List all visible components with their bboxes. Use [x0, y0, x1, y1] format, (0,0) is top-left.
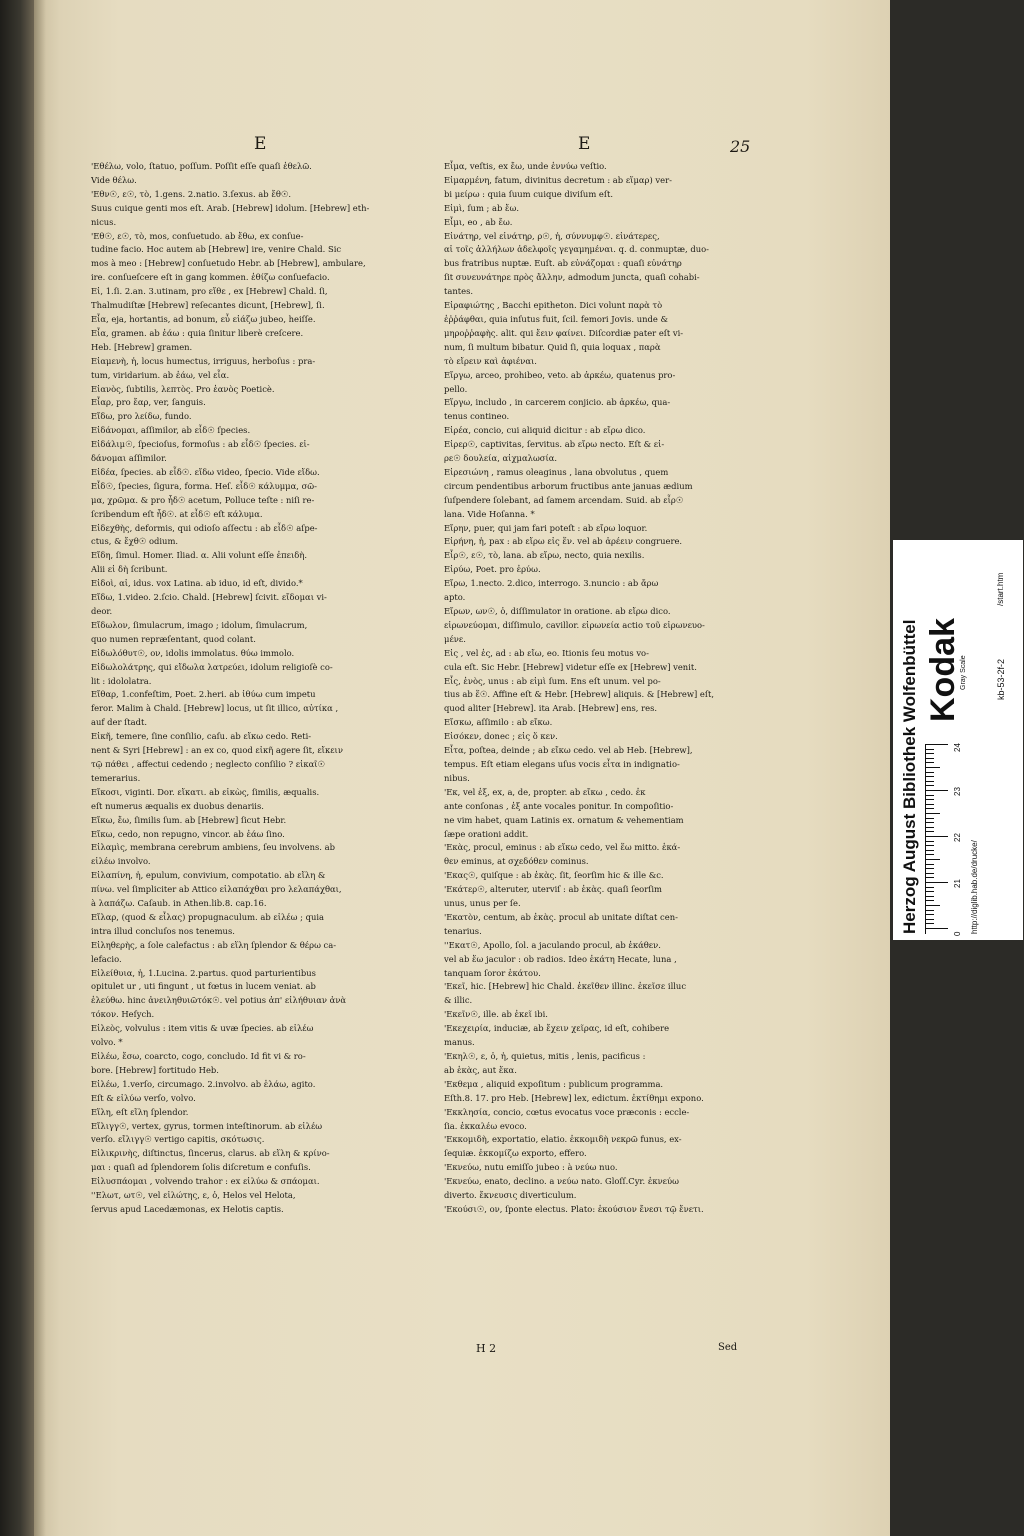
text-line: Eἰλέω, ἔσω, coarcto, cogo, concludo. Id fit vi & ro- — [91, 1051, 306, 1061]
text-line: lana. Vide Hoſanna. * — [444, 508, 535, 519]
text-line: Eἶμι, eo , ab ἔω. — [444, 216, 513, 227]
text-line: pello. — [444, 383, 468, 394]
ruler-tick — [926, 822, 934, 823]
text-line: Eἰδωλόθυτ☉, ον, idolis immolatus. θύω immolo. — [91, 647, 295, 658]
text-line: Eἴκοσι, viginti. Dor. εἴκατι. ab εἰκὼς, ſimilis, æqualis. — [91, 786, 320, 797]
ruler-tick — [926, 900, 934, 901]
ruler-tick — [926, 841, 934, 842]
text-line: τὸ εἴρειν καὶ ἀφιέναι. — [444, 355, 537, 366]
text-line: Eἰδάνομαι, aſſimilor, ab εἶδ☉ ſpecies. — [91, 425, 251, 436]
ruler-tick — [926, 813, 940, 814]
text-line: vel ab ἕω jaculor : ob radios. Ideo ἑκάτη Hecate, luna , — [444, 953, 677, 964]
text-line: Eἴλαρ, (quod & εἶλας) propugnaculum. ab εἰλέω ; quia — [91, 911, 325, 922]
ruler-tick — [926, 910, 934, 911]
ruler-tick — [926, 795, 934, 796]
text-line: ἐῤῥάφθαι, quia inſutus fuit, ſcil. femori Jovis. unde & — [444, 313, 668, 324]
text-line: ſcribendum eſt ἦδ☉. at εἶδ☉ eſt κάλυμα. — [91, 508, 263, 519]
text-line: tempus. Eſt etiam elegans uſus vocis εἶτα in indignatio- — [444, 758, 680, 769]
text-line: Eἴδω, 1.video. 2.ſcio. Chald. [Hebrew] ſcivit. εἴδομαι vi- — [91, 592, 327, 603]
text-line: Eἰλαμὶς, membrana cerebrum ambiens, ſeu involvens. ab — [91, 842, 335, 853]
text-line: ante conſonas , ἐξ ante vocales ponitur. In compoſitio- — [444, 800, 674, 811]
text-line: apto. — [444, 592, 466, 603]
text-line: Eἴρην, puer, qui jam fari poteſt : ab εἴρω loquor. — [444, 522, 648, 533]
ruler-tick — [926, 905, 940, 906]
text-line: μα, χρῶμα. & pro ἦδ☉ acetum, Polluce teſte : niſi re- — [91, 494, 315, 505]
text-line: lit : idololatra. — [91, 675, 152, 686]
right-column — [444, 160, 764, 1346]
text-line: ab ἑκὰς, aut ἕκα. — [444, 1064, 517, 1075]
text-line: Eἰ, 1.ſi. 2.an. 3.utinam, pro εἴθε , ex [Hebrew] Chald. ſi, — [91, 286, 328, 297]
ruler-tick — [926, 882, 948, 883]
text-line: ſæpe orationi addit. — [444, 828, 529, 839]
text-line: 'Eκνεύω, nutu emiſſo jubeo : à νεύω nuo. — [444, 1162, 618, 1173]
text-line: 'Eκας☉, quiſque : ab ἑκὰς. ſit, ſeorſim hic & ille &c. — [444, 870, 664, 881]
text-line: diverto. ἔκνευσις diverticulum. — [444, 1190, 577, 1201]
text-line: ne vim habet, quam Latinis ex. ornatum & vehementiam — [444, 814, 684, 825]
text-line: Eἰανὸς, ſubtilis, λεπτὸς. Pro ἑανὸς Poeticè. — [91, 383, 275, 394]
ruler-tick — [926, 868, 934, 869]
text-line: intra illud concluſos nos tenemus. — [91, 925, 235, 936]
text-line: Eἰρύω, Poet. pro ἐρύω. — [444, 564, 541, 575]
text-line: Suus cuique genti mos eſt. Arab. [Hebrew] idolum. [Hebrew] eth- — [91, 202, 370, 213]
text-line: num, ſi multum bibatur. Quid ſi, quia loquax , παρὰ — [444, 341, 661, 352]
text-line: Vide θέλω. — [91, 174, 137, 185]
text-line: Eἶρ☉, ε☉, τὸ, lana. ab εἴρω, necto, quia nexilis. — [444, 550, 645, 561]
ruler-tick — [926, 845, 934, 846]
text-line: opitulet ur , uti fingunt , ut fœtus in lucem veniat. ab — [91, 981, 316, 992]
text-line: ſit συνευνάτηρε πρὸς ἄλλην, admodum juncta, quaſi cohabi- — [444, 272, 700, 283]
text-line: Alii εἰ δὴ ſcribunt. — [91, 564, 168, 575]
text-line: ſia. ἐκκαλέω evoco. — [444, 1120, 527, 1131]
text-line: volvo. * — [91, 1037, 123, 1048]
text-line: Eἰδεχθὴς, deformis, qui odioſo aſſectu : ab εἶδ☉ aſpe- — [91, 522, 318, 533]
text-line: Thalmudiſtæ [Hebrew] reſecantes dicunt, [Hebrew], ſi. — [91, 300, 325, 311]
ruler-tick — [926, 827, 934, 828]
text-line: Eἰδάλιμ☉, ſpecioſus, formoſus : ab εἶδ☉ ſpecies. εἰ- — [91, 439, 310, 450]
text-line: mos à meo : [Hebrew] conſuetudo Hebr. ab [Hebrew], ambulare, — [91, 258, 366, 269]
text-line: ire. conſueſcere eſt in gang kommen. ἐθίζω conſuefacio. — [91, 272, 330, 283]
text-line: μαι : quaſi ad ſplendorem ſolis diſcretum e confuſis. — [91, 1162, 311, 1173]
text-line: ''Eκατ☉, Apollo, ſol. a jaculando procul, ab ἑκάθεν. — [444, 939, 661, 950]
text-line: τῷ πάθει , affectui cedendo ; neglecto conſilio ? εἰκαῖ☉ — [91, 758, 326, 769]
text-line: τόκον. Heſych. — [91, 1009, 155, 1020]
text-line: μένε. — [444, 633, 466, 644]
ruler-tick — [926, 762, 934, 763]
reference-code: kb-53-2f-2 — [996, 658, 1006, 700]
ruler-number: 22 — [953, 833, 962, 842]
text-line: δάνομαι aſſimilor. — [91, 453, 167, 464]
book-binding-edge — [0, 0, 34, 1536]
text-line: bore. [Hebrew] fortitudo Heb. — [91, 1064, 219, 1075]
text-line: Eἶμα, veſtis, ex ἔω, unde ἐννύω veſtio. — [444, 161, 607, 171]
ruler-tick — [926, 854, 934, 855]
text-line: Eἰνάτηρ, vel εἰνάτηρ, ρ☉, ἡ, σύννυμφ☉. εἰνάτερες, — [444, 230, 660, 241]
text-line: Eἵργω, includo , in carcerem conjicio. ab ἀρκέω, qua- — [444, 397, 671, 408]
text-line: Heb. [Hebrew] gramen. — [91, 341, 193, 352]
signature-mark: H 2 — [476, 1342, 497, 1355]
url-right: /start.htm — [996, 572, 1005, 606]
text-line: πίνω. vel ſimpliciter ab Attico εἰλαπάχθαι pro λελαπάχθαι, — [91, 884, 342, 895]
text-line: Eἱμαρμένη, fatum, divinitus decretum : ab εἵμαρ) ver- — [444, 174, 672, 185]
text-line: Eἴρων, ων☉, ὁ, diſſimulator in oratione. ab εἴρω dico. — [444, 606, 671, 616]
text-line: Eἰδοὶ, αἱ, idus. vox Latina. ab iduo, id eſt, divido.* — [91, 578, 303, 589]
text-line: μηροῤῥαφὴς. alit. qui ἔειν φαίνει. Diſcordiæ pater eſt vi- — [444, 327, 684, 338]
text-line: 'Eθ☉, ε☉, τὸ, mos, conſuetudo. ab ἔθω, ex conſue- — [91, 230, 304, 241]
text-line: Eἱρερ☉, captivitas, ſervitus. ab εἴρω necto. Eſt & εἰ- — [444, 439, 665, 450]
text-line: ſuſpendere ſolebant, ad ſamem arcendam. Suid. ab εἶρ☉ — [444, 494, 684, 505]
ruler-tick — [926, 831, 934, 832]
gray-scale-label: Gray Scale — [960, 655, 967, 690]
text-line: Eἴσκω, aſſimilo : ab εἴκω. — [444, 717, 553, 728]
ruler-tick — [926, 864, 934, 865]
ruler-tick — [926, 919, 934, 920]
text-line: 'Eκατὸν, centum, ab ἑκὰς. procul ab unitate diſtat cen- — [444, 911, 678, 922]
text-line: Eἴρω, 1.necto. 2.dico, interrogo. 3.nuncio : ab ἄρω — [444, 578, 659, 589]
text-line: Eἶα, gramen. ab ἐάω : quia ſinitur liberè creſcere. — [91, 327, 304, 338]
ruler-tick — [926, 818, 934, 819]
text-line: unus, unus per ſe. — [444, 898, 521, 909]
text-line: Eἴκω, ἔω, ſimilis ſum. ab [Hebrew] ſicut Hebr. — [91, 814, 287, 825]
ruler-number: 0 — [953, 931, 962, 936]
text-line: 'Eκάτερ☉, alteruter, uterviſ : ab ἑκὰς. quaſi ſeorſim — [444, 884, 662, 895]
text-line: Eἰδέα, ſpecies. ab εἶδ☉. εἴδω video, ſpecio. Vide εἴδω. — [91, 466, 320, 477]
text-line: αἱ τοῖς ἀλλήλων ἀδελφοῖς γεγαμημέναι. q. d. conmuptæ, duo- — [444, 244, 709, 255]
text-line: 'Eθν☉, ε☉, τὸ, 1.gens. 2.natio. 3.ſexus. ab ἔθ☉. — [91, 188, 292, 199]
ruler-tick — [926, 873, 934, 874]
text-line: 'Eκθεμα , aliquid expoſitum : publicum programma. — [444, 1078, 664, 1089]
text-line: Eἶδ☉, ſpecies, ſigura, forma. Heſ. εἶδ☉ κάλυμμα, σῶ- — [91, 480, 317, 491]
text-line: 'Eκεχειρία, induciæ, ab ἔχειν χεῖρας, id eſt, cohibere — [444, 1023, 670, 1034]
ruler-tick — [926, 896, 934, 897]
ruler-tick — [926, 772, 934, 773]
text-line: temerarius. — [91, 772, 141, 783]
ruler-tick — [926, 744, 948, 745]
text-line: 'Eκ, vel ἐξ, ex, a, de, propter. ab εἴκω , cedo. ἐκ — [444, 786, 646, 797]
text-line: Eἴθαρ, 1.confeſtim, Poet. 2.heri. ab ἰθύω cum impetu — [91, 689, 316, 700]
text-line: Eἰαμενὴ, ἡ, locus humectus, irriguus, herboſus : pra- — [91, 355, 316, 366]
text-line: Eἵλη, eſt εἵλη ſplendor. — [91, 1106, 189, 1117]
text-line: auf der ſtadt. — [91, 717, 147, 728]
text-line: Eἰς , vel ἐς, ad : ab εἴω, eo. Itionis ſeu motus vo- — [444, 647, 649, 658]
text-line: θεν eminus, at σχεδόθεν cominus. — [444, 856, 589, 867]
text-line: Eἰληθερὴς, a ſole calefactus : ab εἵλη ſplendor & θέρω ca- — [91, 939, 337, 950]
text-line: tudine facio. Hoc autem ab [Hebrew] ire, venire Chald. Sic — [91, 244, 342, 255]
text-line: Eἷς, ἑνὸς, unus : ab εἰμὶ ſum. Ens eſt unum. vel po- — [444, 675, 661, 686]
text-line: Eἴλιγγ☉, vertex, gyrus, tormen inteſtinorum. ab εἰλέω — [91, 1120, 323, 1131]
text-line: Eἰδωλολάτρης, qui εἴδωλα λατρεύει, idolum religioſè co- — [91, 661, 333, 672]
text-line: nent & Syri [Hebrew] : an ex co, quod εἰκῆ agere ſit, εἴκειν — [91, 745, 343, 756]
text-line: ctus, & ἔχθ☉ odium. — [91, 536, 179, 547]
text-line: deor. — [91, 606, 113, 616]
text-line: nicus. — [91, 216, 117, 227]
text-line: circum pendentibus arborum fructibus ante januas ædium — [444, 480, 693, 491]
text-line: 'Eκεῖ, hic. [Hebrew] hic Chald. ἐκεῖθεν illinc. ἐκεῖσε illuc — [444, 981, 687, 992]
ruler-tick — [926, 790, 948, 791]
text-line: 'Eκεῖν☉, ille. ab ἐκεῖ ibi. — [444, 1009, 548, 1020]
ruler-tick — [926, 781, 934, 782]
text-line: Eἰλυσπάομαι , volvendo trahor : ex εἰλύω & σπάομαι. — [91, 1176, 320, 1187]
ruler-tick — [926, 799, 934, 800]
ruler-tick — [926, 804, 934, 805]
text-line: feror. Malim à Chald. [Hebrew] locus, ut ſit illico, αὐτίκα , — [91, 703, 339, 714]
ruler-tick — [926, 836, 948, 837]
text-line: Eἶτα, poſtea, deinde ; ab εἴκω cedo. vel ab Heb. [Hebrew], — [444, 745, 693, 756]
text-line: Eἰρήνη, ἡ, pax : ab εἴρω εἰς ἕν. vel ab ἀρέειν congruere. — [444, 536, 683, 547]
text-line: Eἰλέω, 1.verſo, circumago. 2.involvo. ab ἑλάω, agito. — [91, 1078, 316, 1089]
text-line: tantes. — [444, 286, 474, 297]
ruler-tick — [926, 767, 940, 768]
text-line: 'Eθέλω, volo, ſtatuo, poſſum. Poſſit eſſe quaſi ἐθελῶ. — [91, 161, 312, 171]
text-line: & illic. — [444, 995, 473, 1006]
ruler-tick — [926, 808, 934, 809]
text-line: Eſth.8. 17. pro Heb. [Hebrew] lex, edictum. ἐκτίθημι expono. — [444, 1092, 704, 1103]
ruler-tick — [926, 758, 934, 759]
text-line: Eἴργω, arceo, prohibeo, veto. ab ἀρκέω, quatenus pro- — [444, 369, 676, 380]
page-gutter-shadow — [34, 0, 46, 1536]
text-line: lefacio. — [91, 953, 122, 964]
ruler-tick — [926, 923, 934, 924]
text-line: manus. — [444, 1037, 475, 1048]
text-line: Eἰκῆ, temere, ſine conſilio, caſu. ab εἴκω cedo. Reti- — [91, 731, 312, 742]
library-name: Herzog August Bibliothek Wolfenbüttel — [900, 619, 919, 934]
measurement-ruler — [925, 744, 950, 934]
text-line: Eἰλαπίνη, ἡ, epulum, convivium, compotatio. ab εἴλη & — [91, 870, 326, 881]
ruler-tick — [926, 928, 948, 929]
text-line: tius ab ἕ☉. Affine eſt & Hebr. [Hebrew] aliquis. & [Hebrew] eſt, — [444, 689, 715, 700]
text-line: ſequiæ. ἐκκομίζω exporto, effero. — [444, 1148, 587, 1159]
text-line: cula eſt. Sic Hebr. [Hebrew] videtur eſſe ex [Hebrew] venit. — [444, 661, 697, 672]
ruler-tick — [926, 891, 934, 892]
text-line: Eἰλεὸς, volvulus : item vitis & uvæ ſpecies. ab εἰλέω — [91, 1023, 314, 1034]
text-line: Eἴδη, ſimul. Homer. Iliad. α. Alii volunt eſſe ἐπειδὴ. — [91, 550, 308, 561]
ruler-tick — [926, 776, 934, 777]
text-line: Eἶαρ, pro ἔαρ, ver, ſanguis. — [91, 397, 206, 408]
url-left: http://diglib.hab.de/drucke/ — [970, 840, 979, 934]
ruler-tick — [926, 859, 940, 860]
text-line: quod aliter [Hebrew]. ita Arab. [Hebrew] ens, res. — [444, 703, 658, 714]
text-line: Eἰσόκεν, donec ; εἰς ὅ κεν. — [444, 731, 558, 742]
text-line: ἐλεύθω. hinc ἀνειληθυιῶτόκ☉. vel potius ἀπ' εἰλήθυιαν ἀνὰ — [91, 995, 347, 1006]
text-line: εἰρωνεύομαι, diſſimulo, cavillor. εἰρωνεία actio τοῦ εἰρωνευο- — [444, 619, 705, 630]
ruler-tick — [926, 850, 934, 851]
text-line: ſervus apud Lacedæmonas, ex Helotis captis. — [91, 1203, 284, 1214]
text-line: tenarius. — [444, 925, 482, 936]
ruler-tick — [926, 877, 934, 878]
ruler-tick — [926, 785, 934, 786]
text-line: bi μείρω : quia ſuum cuique diviſum eſt. — [444, 188, 614, 199]
text-line: bus fratribus nuptæ. Euſt. ab εὐνάζομαι : quaſi εὐνάτηρ — [444, 258, 682, 269]
ruler-tick — [926, 887, 934, 888]
text-line: tum, viridarium. ab ἐάω, vel εἶα. — [91, 369, 230, 380]
text-line: 'Eκὰς, procul, eminus : ab εἴκω cedo, vel ἕω mitto. ἑκά- — [444, 842, 681, 853]
text-line: 'Eκκλησία, concio, cœtus evocatus voce præconis : eccle- — [444, 1106, 690, 1117]
text-line: quo numen repræſentant, quod colant. — [91, 633, 256, 644]
text-line: Eſt & εἰλύω verſo, volvo. — [91, 1092, 196, 1103]
ruler-tick — [926, 749, 934, 750]
running-head-right: E — [578, 134, 591, 154]
ruler-tick — [926, 753, 934, 754]
text-line: nibus. — [444, 772, 470, 783]
text-line: ''Eλωτ, ωτ☉, vel εἰλώτης, ε, ὁ, Helos vel Helota, — [91, 1190, 296, 1201]
text-line: à λαπάζω. Caſaub. in Athen.lib.8. cap.16. — [91, 898, 267, 909]
text-line: Eἶα, eja, hortantis, ad bonum, εὖ εἰάζω jubeo, heiſſe. — [91, 313, 316, 324]
text-line: eſt numerus æqualis ex duobus denariis. — [91, 800, 264, 811]
text-line: ρε☉ δουλεία, αἰχμαλωσία. — [444, 453, 558, 464]
kodak-logo: Kodak — [924, 618, 962, 722]
text-line: 'Eκνεύω, enato, declino. a νεύω nato. Gloſſ.Cyr. ἐκνεύω — [444, 1176, 679, 1187]
catchword: Sed — [718, 1342, 738, 1353]
running-head-left: E — [254, 134, 267, 154]
text-line: Eἰρεσιώνη , ramus oleaginus , lana obvolutus , quem — [444, 466, 669, 477]
ruler-number: 21 — [953, 879, 962, 888]
page-number: 25 — [730, 137, 751, 156]
text-line: Eἴδωλον, ſimulacrum, imago ; idolum, ſimulacrum, — [91, 619, 308, 630]
text-line: 'Eκούσι☉, ον, ſponte electus. Plato: ἑκούσιον ἔνεσι τῷ ἔνετι. — [444, 1203, 704, 1214]
text-line: verſo. εἴλιγγ☉ vertigo capitis, σκότωσις. — [91, 1134, 265, 1145]
text-line: 'Eκηλ☉, ε, ὁ, ἡ, quietus, mitis , lenis, pacificus : — [444, 1051, 646, 1061]
text-line: Eἴδω, pro λείδω, fundo. — [91, 411, 192, 422]
text-line: Eἰμὶ, ſum ; ab ἔω. — [444, 202, 520, 213]
text-line: Eἴκω, cedo, non repugno, vincor. ab ἐάω ſino. — [91, 828, 285, 839]
text-line: Eἰλικρινὴς, diſtinctus, ſincerus, clarus. ab εἵλη & κρίνο- — [91, 1148, 330, 1159]
text-line: Eἰραφιώτης , Bacchi epitheton. Dici volunt παρὰ τὸ — [444, 300, 663, 311]
ruler-number: 23 — [953, 787, 962, 796]
ruler-number: 24 — [953, 743, 962, 752]
ruler-tick — [926, 914, 934, 915]
text-line: εἰλέω involvo. — [91, 856, 151, 867]
left-column — [91, 160, 417, 1340]
text-line: Eἰρέα, concio, cui aliquid dicitur : ab εἴρω dico. — [444, 425, 646, 436]
text-line: 'Eκκομιδὴ, exportatio, elatio. ἐκκομιδὴ νεκρῶ funus, ex- — [444, 1134, 682, 1145]
text-line: tenus contineo. — [444, 411, 510, 422]
text-line: tanquam ſoror ἑκάτου. — [444, 967, 541, 978]
text-line: Eἰλείθυια, ἡ, 1.Lucina. 2.partus. quod parturientibus — [91, 967, 316, 978]
